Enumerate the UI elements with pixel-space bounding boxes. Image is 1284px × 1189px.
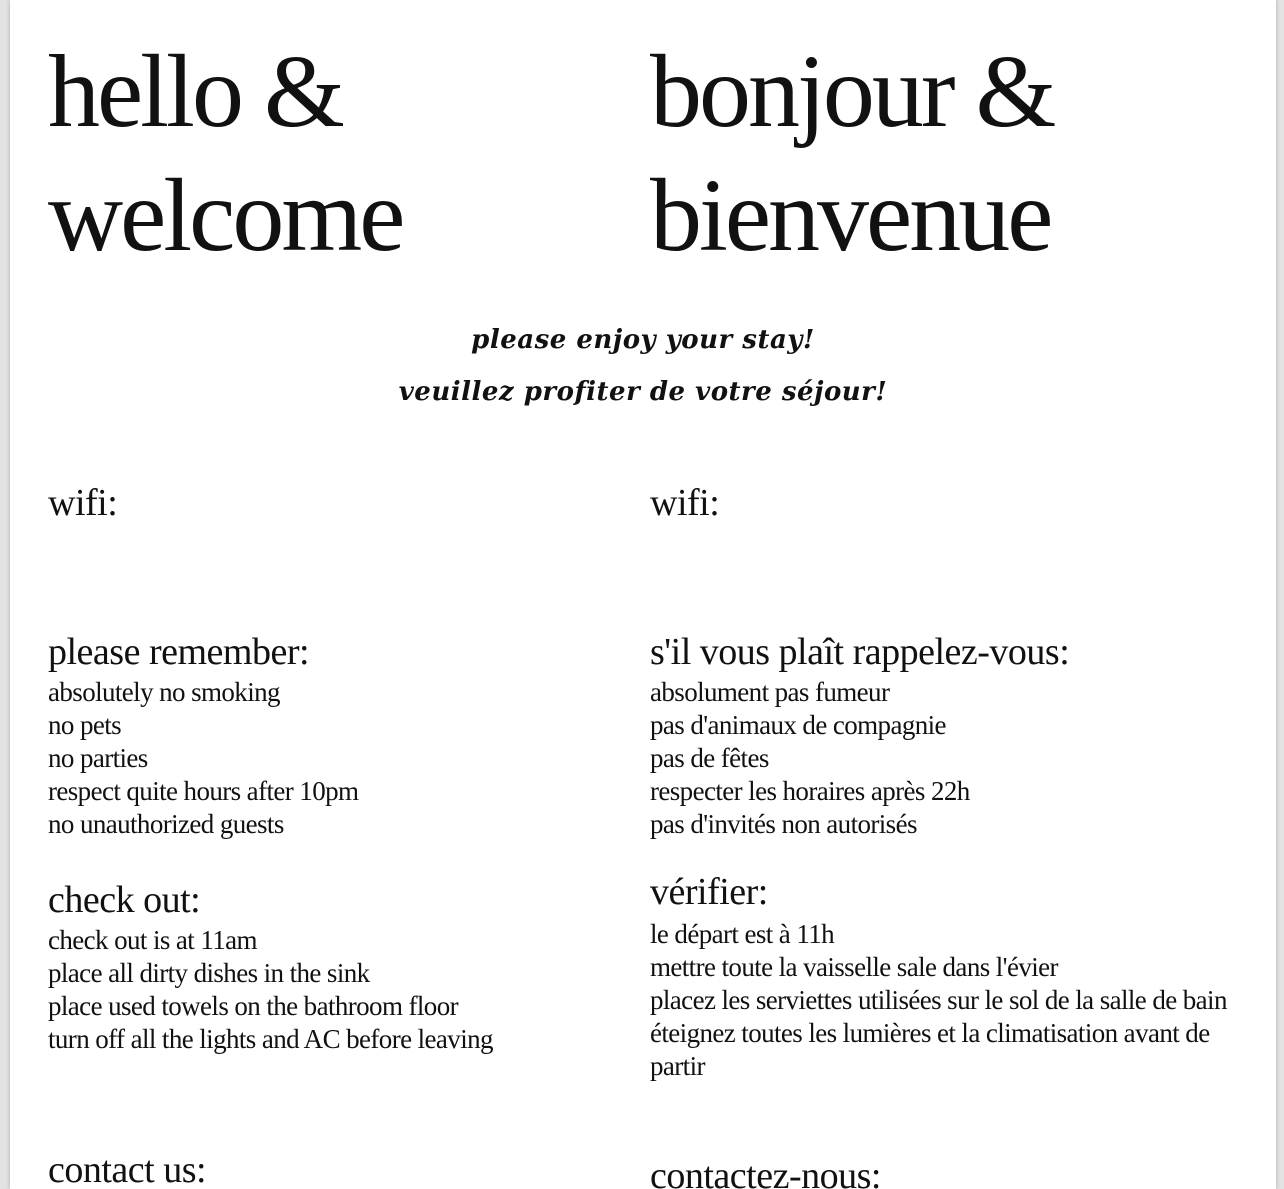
list-item: absolutely no smoking [48, 677, 280, 707]
document-page [10, 0, 1276, 1189]
list-item: no unauthorized guests [48, 809, 284, 839]
list-item: check out is at 11am [48, 925, 257, 955]
checkout-heading-fr: vérifier: [650, 871, 768, 913]
wifi-heading-fr: wifi: [650, 482, 720, 524]
tagline-en: please enjoy your stay! [471, 325, 815, 355]
contact-heading-fr: contactez-nous: [650, 1155, 881, 1189]
title-fr-line1: bonjour & [650, 34, 1054, 149]
remember-list-fr [650, 676, 970, 841]
contact-heading-en: contact us: [48, 1149, 207, 1189]
list-item: absolument pas fumeur [650, 677, 890, 707]
list-item: pas de fêtes [650, 743, 769, 773]
title-fr-line2: bienvenue [650, 158, 1051, 273]
list-item: pas d'animaux de compagnie [650, 710, 946, 740]
list-item: éteignez toutes les lumières et la climatisation avant de partir [650, 1018, 1210, 1081]
list-item: turn off all the lights and AC before leaving [48, 1024, 493, 1054]
title-en-line2: welcome [48, 158, 403, 273]
checkout-list-en [48, 924, 493, 1056]
title-fr [650, 30, 1053, 278]
remember-heading-fr: s'il vous plaît rappelez-vous: [650, 631, 1070, 673]
list-item: no parties [48, 743, 148, 773]
list-item: mettre toute la vaisselle sale dans l'évier [650, 952, 1058, 982]
list-item: no pets [48, 710, 122, 740]
tagline [10, 314, 1276, 418]
list-item: respect quite hours after 10pm [48, 776, 359, 806]
list-item: respecter les horaires après 22h [650, 776, 970, 806]
title-en-line1: hello & [48, 34, 342, 149]
checkout-list-fr [650, 918, 1260, 1083]
list-item: pas d'invités non autorisés [650, 809, 917, 839]
list-item: le départ est à 11h [650, 919, 835, 949]
remember-heading-en: please remember: [48, 631, 310, 673]
wifi-heading-en: wifi: [48, 482, 118, 524]
list-item: place all dirty dishes in the sink [48, 958, 370, 988]
title-en [48, 30, 402, 278]
remember-list-en [48, 676, 358, 841]
list-item: place used towels on the bathroom floor [48, 991, 458, 1021]
checkout-heading-en: check out: [48, 879, 201, 921]
tagline-fr: veuillez profiter de votre séjour! [398, 377, 888, 407]
list-item: placez les serviettes utilisées sur le sol de la salle de bain [650, 985, 1227, 1015]
